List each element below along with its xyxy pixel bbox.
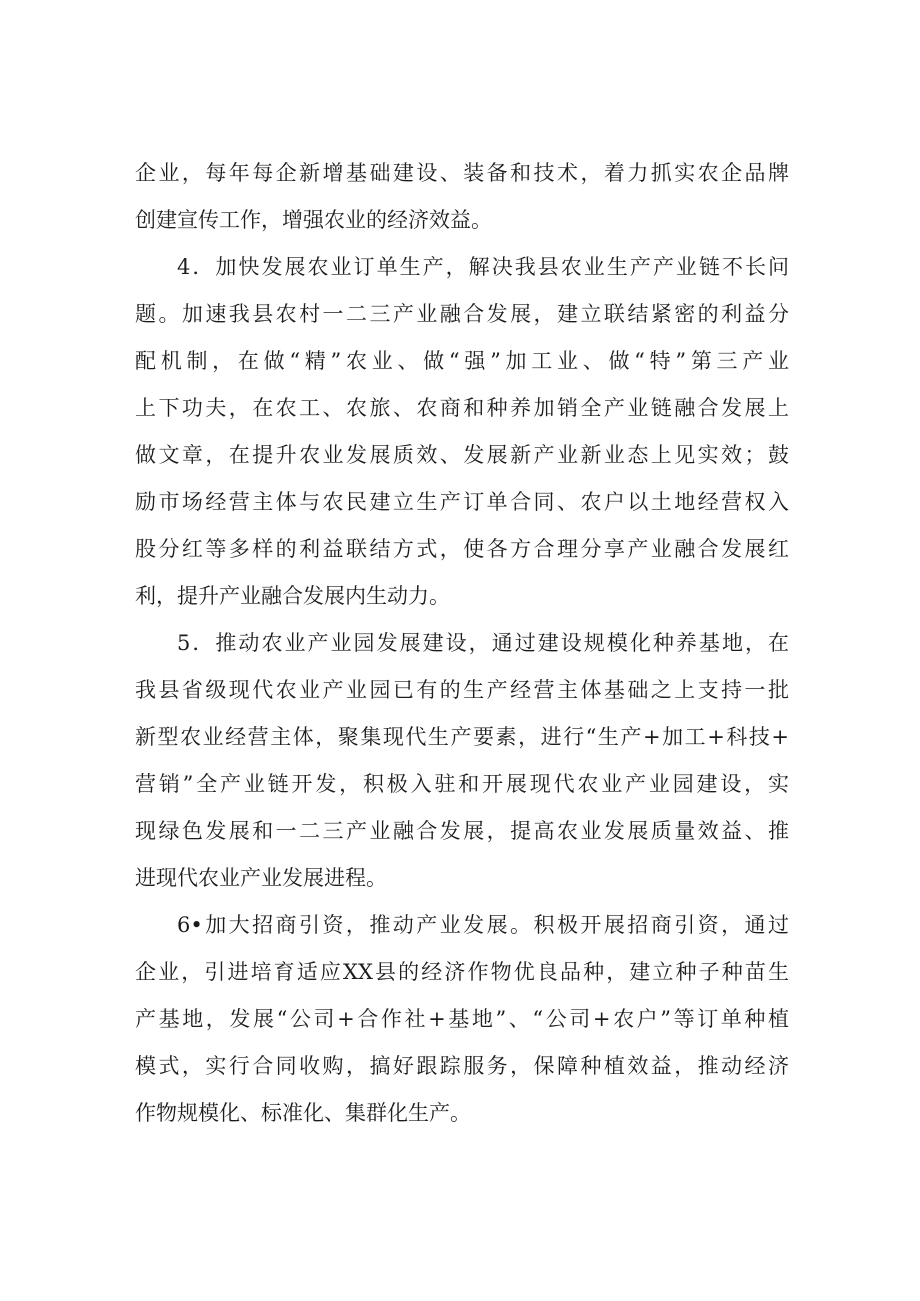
document-body <box>135 150 789 1137</box>
text-line: 做文章，在提升农业发展质效、发展新产业新业态上见实效；鼓 <box>135 443 789 467</box>
text-line: 股分红等多样的利益联结方式，使各方合理分享产业融合发展红 <box>135 537 789 561</box>
text-line: 6•加大招商引资，推动产业发展。积极开展招商引资，通过 <box>177 913 789 937</box>
text-line: 4．加快发展农业订单生产，解决我县农业生产产业链不长问 <box>177 255 789 279</box>
text-line: 企业，引进培育适应XX县的经济作物优良品种，建立种子种苗生 <box>135 960 789 984</box>
text-line: 进现代农业产业发展进程。 <box>135 866 387 890</box>
text-line: 企业，每年每企新增基础建设、装备和技术，着力抓实农企品牌 <box>135 161 789 185</box>
text-line: 题。加速我县农村一二三产业融合发展，建立联结紧密的利益分 <box>135 302 789 326</box>
text-line: 利，提升产业融合发展内生动力。 <box>135 584 450 608</box>
text-line: 营销”全产业链开发，积极入驻和开展现代农业产业园建设，实 <box>135 772 789 796</box>
text-line: 励市场经营主体与农民建立生产订单合同、农户以土地经营权入 <box>135 490 789 514</box>
text-line: 新型农业经营主体，聚集现代生产要素，进行“生产+加工+科技+ <box>135 725 789 749</box>
text-line: 现绿色发展和一二三产业融合发展，提高农业发展质量效益、推 <box>135 819 789 843</box>
text-line: 产基地，发展“公司+合作社+基地”、“公司+农户”等订单种植 <box>135 1007 789 1031</box>
text-line: 5．推动农业产业园发展建设，通过建设规模化种养基地，在 <box>177 631 789 655</box>
text-line: 配机制，在做“精”农业、做“强”加工业、做“特”第三产业 <box>135 349 789 373</box>
text-line: 我县省级现代农业产业园已有的生产经营主体基础之上支持一批 <box>135 678 789 702</box>
text-line: 上下功夫，在农工、农旅、农商和种养加销全产业链融合发展上 <box>135 396 789 420</box>
text-line: 作物规模化、标准化、集群化生产。 <box>135 1101 471 1125</box>
text-line: 模式，实行合同收购，搞好跟踪服务，保障种植效益，推动经济 <box>135 1054 789 1078</box>
text-line: 创建宣传工作，增强农业的经济效益。 <box>135 208 492 232</box>
